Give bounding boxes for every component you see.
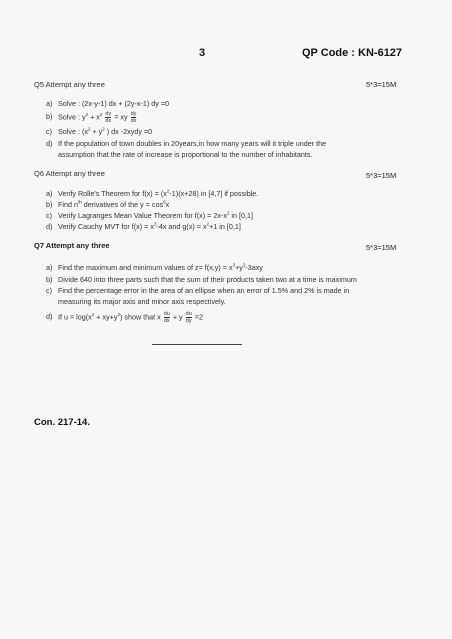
item-label: a) <box>46 99 53 108</box>
item-label: a) <box>46 189 53 198</box>
superscript: 2 <box>85 112 89 118</box>
superscript: 2 <box>166 188 170 194</box>
q6-marks: 5*3=15M <box>366 171 397 180</box>
item-text: Solve : (x <box>58 127 88 136</box>
superscript: 3 <box>153 221 157 227</box>
denominator: dx <box>130 118 137 124</box>
q7-heading: Q7 Attempt any three <box>34 241 110 250</box>
item-text: Solve : (2x-y-1) dx + (2y-x-1) dy =0 <box>58 99 170 108</box>
item-label: c) <box>46 286 52 295</box>
q5-item-a <box>46 99 169 108</box>
item-text: = xy <box>114 112 130 122</box>
item-text: + x <box>88 112 100 122</box>
superscript: 3 <box>232 262 236 268</box>
superscript: th <box>77 199 82 205</box>
q6-item-a <box>46 189 258 198</box>
denominator: dx <box>105 118 112 124</box>
item-label: b) <box>46 275 53 284</box>
item-text: Find the percentage error in the area of an ellipse when an error of 1.5% and 2% is made in <box>58 286 350 295</box>
item-text: x <box>165 200 170 209</box>
con-code: Con. 217-14. <box>34 417 90 428</box>
q6-heading: Q6 Attempt any three <box>34 169 105 178</box>
superscript: 2 <box>206 221 210 227</box>
superscript: 2 <box>87 126 91 132</box>
item-label: c) <box>46 127 52 136</box>
item-label: d) <box>46 312 53 322</box>
q7-item-d <box>46 311 203 324</box>
q5-marks: 5*3=15M <box>366 80 397 89</box>
q7-item-b <box>46 275 357 284</box>
end-rule <box>152 344 242 345</box>
superscript: 3 <box>242 262 246 268</box>
q7-item-c <box>46 286 349 295</box>
q7-item-a <box>46 263 263 272</box>
item-text: Verify Lagranges Mean Value Theorem for f(x) = 2x-x <box>58 211 227 220</box>
item-text: Verify Rolle's Theorem for f(x) = (x <box>58 189 167 198</box>
item-text: + y <box>90 127 103 136</box>
q7-marks: 5*3=15M <box>366 243 397 252</box>
superscript: 2 <box>102 126 105 132</box>
item-text: Divide 640 into three parts such that the sum of their products taken two at a time is maximum <box>58 275 357 284</box>
q5-heading: Q5 Attempt any three <box>34 80 105 89</box>
item-text: ) show that x <box>119 312 161 322</box>
fraction <box>186 311 192 324</box>
numerator: dy <box>105 111 112 117</box>
item-text: Find the maximum and minimum values of z= f(x,y) = x <box>58 263 233 272</box>
q6-item-d <box>46 222 241 231</box>
q5-item-c <box>46 127 152 136</box>
fraction <box>164 311 170 324</box>
item-label: c) <box>46 211 52 220</box>
item-text: in [0,1] <box>229 211 254 220</box>
item-text: +1 in [0,1] <box>209 222 241 231</box>
denominator: dy <box>185 318 192 324</box>
item-text: + xy+y <box>94 312 118 322</box>
item-text: Solve : y <box>58 112 86 122</box>
superscript: 2 <box>91 312 95 318</box>
superscript: 2 <box>226 210 230 216</box>
item-text: If the population of town doubles in 20years,in how many years will it triple under the <box>58 139 327 148</box>
q5-item-b <box>46 111 137 124</box>
item-text: Verify Cauchy MVT for f(x) = x <box>58 222 154 231</box>
qp-code: QP Code : KN-6127 <box>302 47 403 59</box>
item-label: b) <box>46 112 53 122</box>
item-label: d) <box>46 222 53 231</box>
item-label: a) <box>46 263 53 272</box>
item-text: Find n <box>58 200 78 209</box>
fraction <box>105 111 111 124</box>
q6-item-b <box>46 200 169 209</box>
item-text: +y <box>235 263 243 272</box>
q7-item-c-continued: measuring its major axis and minor axis respectively. <box>58 297 226 306</box>
page-number: 3 <box>199 47 206 59</box>
superscript: 2 <box>99 112 103 118</box>
q5-item-d-continued: assumption that the rate of increase is proportional to the number of inhabitants. <box>58 150 313 159</box>
item-text: -4x and g(x) = x <box>156 222 207 231</box>
q6-item-c <box>46 211 253 220</box>
item-text: + y <box>172 312 183 322</box>
item-text: If u = log(x <box>58 312 92 322</box>
item-text: ) dx -2xydy =0 <box>104 127 153 136</box>
numerator: dy <box>130 111 137 117</box>
item-text: derivatives of the y = cos <box>81 200 164 209</box>
numerator: du <box>185 311 192 317</box>
item-text: =2 <box>194 312 203 322</box>
item-text: -3axy <box>245 263 263 272</box>
fraction <box>131 111 137 124</box>
item-text: -1)(x+28) in [4,7] if possible. <box>169 189 259 198</box>
denominator: dx <box>163 318 170 324</box>
numerator: du <box>163 311 170 317</box>
q5-item-d <box>46 139 326 148</box>
item-label: d) <box>46 139 53 148</box>
item-label: b) <box>46 200 53 209</box>
superscript: 2 <box>117 312 120 318</box>
superscript: 6 <box>163 199 166 205</box>
